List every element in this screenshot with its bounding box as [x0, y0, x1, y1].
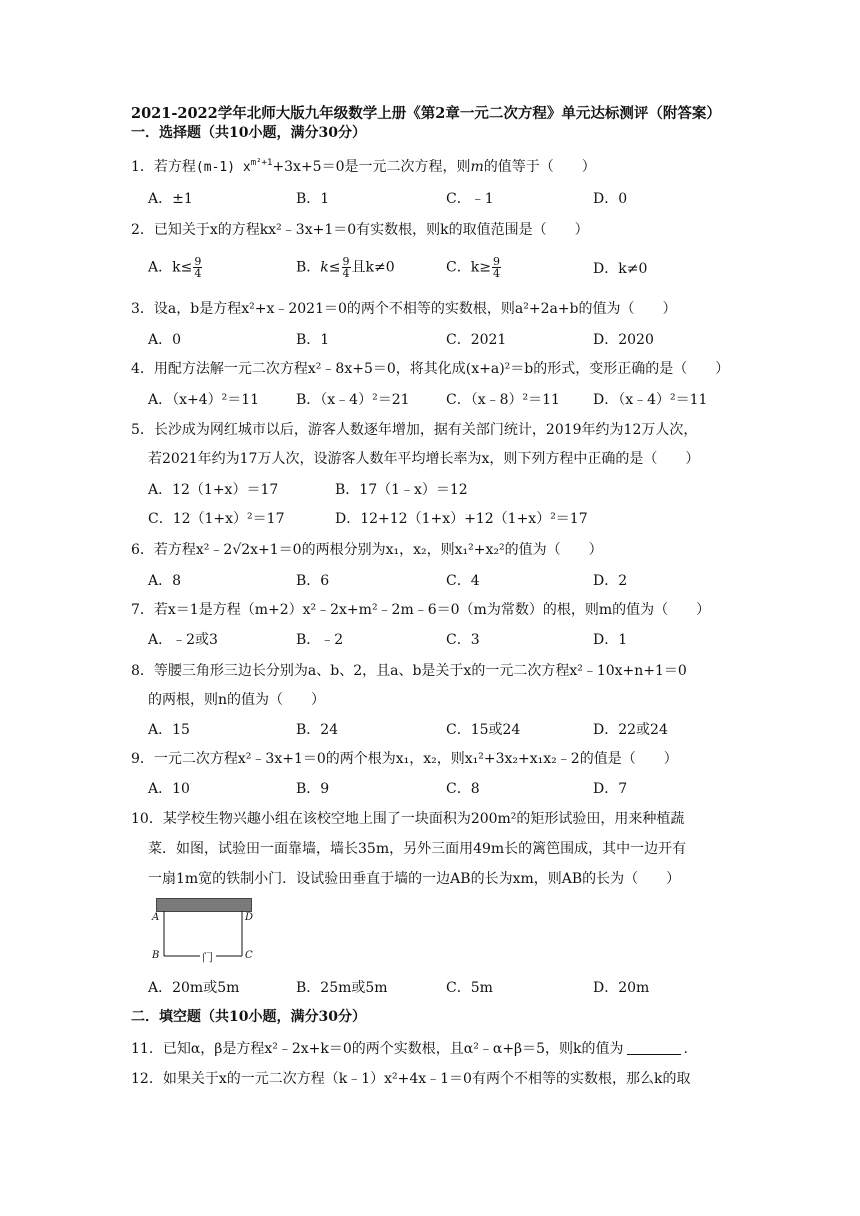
option-c: C．2021 [446, 332, 507, 348]
label-b: B [152, 950, 160, 961]
question-5-stem-line1: 5．长沙成为网红城市以后，游客人数逐年增加，据有关部门统计，2019年约为12万人次， [131, 422, 698, 438]
option-d: D．0 [593, 191, 628, 207]
question-5-stem-line2: 若2021年约为17万人次，设游客人数年平均增长率为x，则下列方程中正确的是（ ） [148, 451, 700, 467]
option-c: C．15或24 [446, 722, 521, 738]
option-a: A．12（1+x）＝17 [148, 482, 279, 498]
option-d: D．22或24 [593, 722, 668, 738]
option-d: D．20m [593, 980, 650, 996]
option-b: B．25m或5m [296, 980, 388, 996]
option-c: C．5m [446, 980, 493, 996]
option-a: A．20m或5m [148, 980, 240, 996]
question-9-stem: 9．一元二次方程x²﹣3x+1＝0的两个根为x₁，x₂，则x₁²+3x₂+x₁x₂﹣2的值是（ ） [131, 751, 678, 767]
option-a: A．0 [148, 332, 182, 348]
option-a: A．10 [148, 781, 190, 797]
option-b: B．（x﹣4）²＝21 [296, 392, 410, 408]
option-b: B．24 [296, 722, 339, 738]
option-b: B．17（1﹣x）＝12 [335, 482, 468, 498]
section-heading-fill: 二．填空题（共10小题，满分30分） [131, 1009, 366, 1025]
option-c: C．﹣1 [446, 191, 494, 207]
option-d: D．（x﹣4）²＝11 [593, 392, 708, 408]
label-a: A [152, 912, 160, 923]
option-c: C．3 [446, 632, 480, 648]
option-a: A．±1 [148, 191, 193, 207]
label-c: C [245, 950, 253, 961]
question-6-stem: 6．若方程x²﹣2√2x+1＝0的两根分别为x₁，x₂，则x₁²+x₂²的值为（ ） [131, 542, 603, 558]
question-12-stem: 12．如果关于x的一元二次方程（k﹣1）x²+4x﹣1＝0有两个不相等的实数根，那么k的取 [131, 1071, 691, 1087]
option-b: B．1 [296, 332, 330, 348]
question-8-stem-line1: 8．等腰三角形三边长分别为a、b、2，且a、b是关于x的一元二次方程x²﹣10x+n+1＝0 [131, 663, 687, 679]
answer-blank[interactable] [627, 1040, 681, 1055]
question-11-stem: 11．已知α，β是方程x²﹣2x+k＝0的两个实数根，且α²﹣α+β＝5，则k的值为 . [131, 1041, 688, 1057]
option-d: D．12+12（1+x）+12（1+x）²＝17 [335, 511, 588, 527]
option-b: B．1 [296, 191, 330, 207]
option-c: C．8 [446, 781, 480, 797]
section-heading-choice: 一．选择题（共10小题，满分30分） [131, 125, 366, 141]
label-d: D [245, 912, 254, 923]
garden-diagram [148, 898, 263, 966]
question-10-stem-line2: 菜．如图，试验田一面靠墙，墙长35m，另外三面用49m长的篱笆围成，其中一边开有 [148, 841, 687, 857]
equation-image: (m-1) $x^{m^2+1}$ [195, 158, 273, 175]
option-b: B．6 [296, 573, 330, 589]
document-title: 2021-2022学年北师大版九年级数学上册《第2章一元二次方程》单元达标测评（附答案） [131, 105, 721, 122]
option-c: C．4 [446, 573, 480, 589]
question-7-stem: 7．若x＝1是方程（m+2）x²﹣2x+m²﹣2m﹣6＝0（m为常数）的根，则m的值为（ ） [131, 602, 711, 618]
option-b: B．9 [296, 781, 330, 797]
option-d: D．2020 [593, 332, 654, 348]
option-d: D．2 [593, 573, 628, 589]
option-a: A．15 [148, 722, 190, 738]
option-a: A．k≤ $\frac{9}{4}$ [148, 255, 202, 280]
option-c: C．（x﹣8）²＝11 [446, 392, 560, 408]
question-8-stem-line2: 的两根，则n的值为（ ） [148, 692, 326, 708]
option-a: A．（x+4）²＝11 [148, 392, 260, 408]
option-a: A．8 [148, 573, 182, 589]
option-d: D．7 [593, 781, 628, 797]
question-4-stem: 4．用配方法解一元二次方程x²﹣8x+5＝0，将其化成(x+a)²＝b的形式，变形正确的是（ ） [131, 361, 730, 377]
label-door: 门 [202, 951, 213, 964]
option-a: A．﹣2或3 [148, 632, 218, 648]
option-b: B．k≤ $\frac{9}{4}$ 且k≠0 [296, 255, 395, 280]
option-d: D．k≠0 [593, 261, 648, 277]
option-c: C．12（1+x）²＝17 [148, 511, 285, 527]
option-b: B．﹣2 [296, 632, 344, 648]
question-2-stem: 2．已知关于x的方程kx²﹣3x+1＝0有实数根，则k的取值范围是（ ） [131, 222, 589, 238]
option-d: D．1 [593, 632, 628, 648]
question-10-stem-line1: 10．某学校生物兴趣小组在该校空地上围了一块面积为200m²的矩形试验田，用来种植蔬 [131, 811, 685, 827]
question-10-stem-line3: 一扇1m宽的铁制小门．设试验田垂直于墙的一边AB的长为xm，则AB的长为（ ） [148, 871, 681, 887]
option-c: C．k≥ $\frac{9}{4}$ [446, 255, 500, 280]
question-3-stem: 3．设a，b是方程x²+x﹣2021＝0的两个不相等的实数根，则a²+2a+b的值为（ ） [131, 301, 677, 317]
question-1-stem: 1．若方程(m-1) $x^{m^2+1}+3x+5=0$是一元二次方程，则m的值等于（ ） [131, 158, 596, 175]
